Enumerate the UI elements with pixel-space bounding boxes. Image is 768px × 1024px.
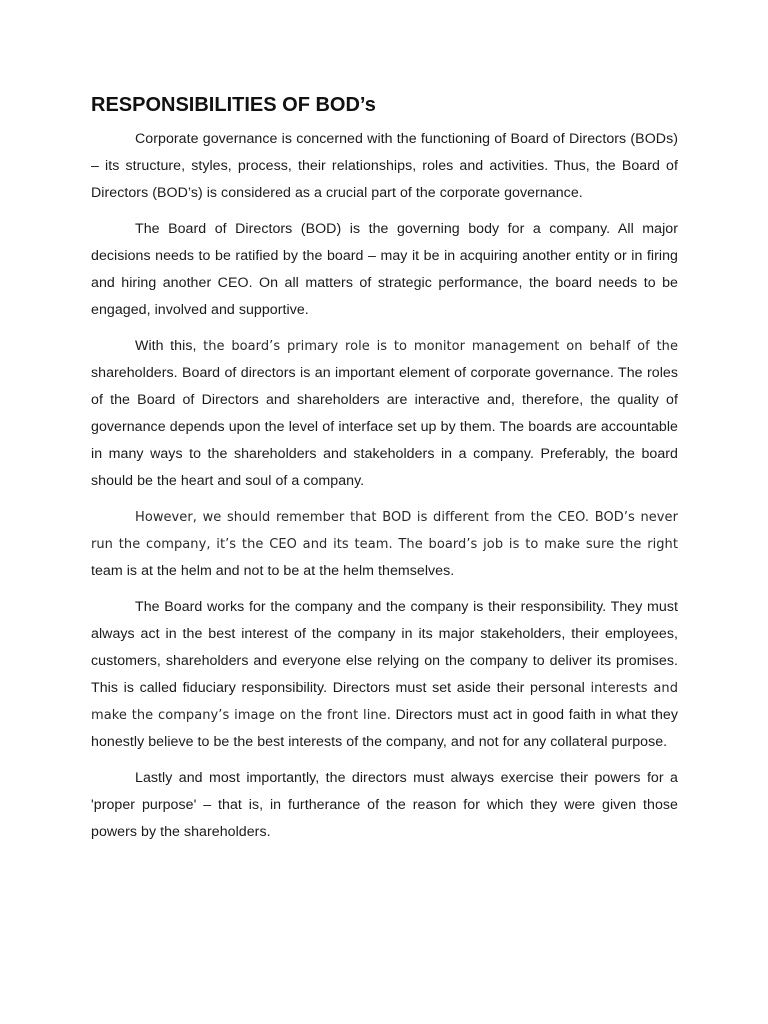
paragraph-primary-role-body: shareholders. Board of directors is an important element of corporate governance. The roles of the Board of Directors and shareholders are interactive and, therefore, the quality of governance depends upon the level of interface set up by them. The boards are accountable in many ways to the shareholders and stakeholders in a company. Preferably, the board should be the heart and soul of a company. [91, 365, 678, 489]
paragraph-bod-vs-ceo-highlight: However, we should remember that BOD is different from the CEO. BOD’s never run the company, it’s the CEO and its team. The board’s job is to make sure the right [91, 510, 678, 552]
paragraph-fiduciary-lead: The Board works for the company and the company is their responsibility. They must always act in the best interest of the company in its major stakeholders, their employees, customers, shareholders and everyone else relying on the company to deliver its promises. This is called fiduciary responsibility. Directors must set aside their personal [91, 599, 678, 696]
paragraph-bod-vs-ceo [91, 504, 678, 585]
paragraph-proper-purpose: Lastly and most importantly, the directors must always exercise their powers for a 'proper purpose' – that is, in furtherance of the reason for which they were given those powers by the shareholders. [91, 770, 678, 840]
paragraph-fiduciary-responsibility [91, 594, 678, 756]
paragraph-primary-role-highlight: the board’s primary role is to monitor management on behalf of the [203, 339, 679, 354]
paragraph-bod-vs-ceo-body: team is at the helm and not to be at the helm themselves. [91, 563, 455, 579]
paragraph-fiduciary-highlight: interests and make the company’s image on the front line. [91, 681, 678, 723]
paragraph-primary-role-lead: With this, [135, 338, 204, 354]
paragraph-fiduciary-body: Directors must act in good faith in what they honestly believe to be the best interests of the company, and not for any collateral purpose. [91, 707, 678, 750]
paragraph-governing-body: The Board of Directors (BOD) is the governing body for a company. All major decisions needs to be ratified by the board – may it be in acquiring another entity or in firing and hiring another CEO. On all matters of strategic performance, the board needs to be engaged, involved and supportive. [91, 221, 678, 318]
paragraph-corporate-governance: Corporate governance is concerned with the functioning of Board of Directors (BODs) – its structure, styles, process, their relationships, roles and activities. Thus, the Board of Directors (BOD’s) is considered as a crucial part of the corporate governance. [91, 131, 678, 201]
document-title: RESPONSIBILITIES OF BOD’s [91, 94, 376, 116]
paragraph-primary-role [91, 333, 678, 495]
document-page [91, 92, 678, 855]
